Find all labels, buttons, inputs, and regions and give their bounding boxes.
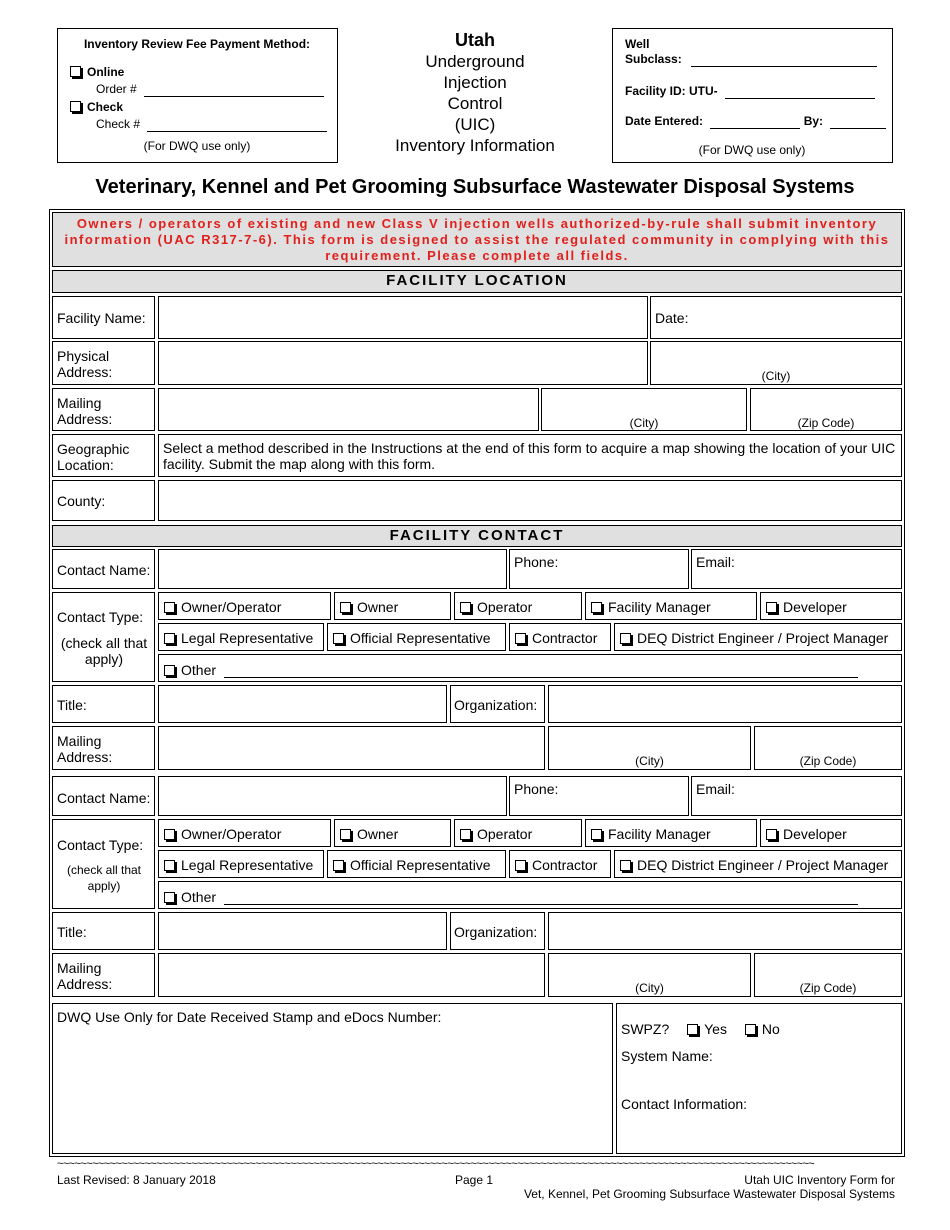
contact1-type-legal-rep[interactable] [158,623,324,651]
form-title: Veterinary, Kennel and Pet Grooming Subsurface Wastewater Disposal Systems [95,176,855,198]
swpz-yes-label: Yes [704,1021,727,1037]
contact1-type-owner[interactable] [334,592,451,620]
contact1-contractor-text: Contractor [532,630,598,646]
contact2-facility-manager-text: Facility Manager [608,826,711,842]
form-name-line-2: Vet, Kennel, Pet Grooming Subsurface Wastewater Disposal Systems [523,1187,895,1201]
contact2-type-contractor[interactable] [509,850,611,878]
program-line-3: Control [447,94,503,113]
order-number-field[interactable] [144,80,324,97]
contact2-email-label: Email: [696,781,735,797]
contact1-deq-engineer-option[interactable] [620,630,888,646]
contact1-title-label-cell [52,685,155,723]
contact2-title-input[interactable] [158,912,447,950]
contact1-owner-option[interactable] [340,599,398,615]
geographic-instructions: Select a method described in the Instructions at the end of this form to acquire a map showing the location of your UIC facility. Submit the map along with this form. [163,440,896,472]
fee-payment-title: Inventory Review Fee Payment Method: [83,37,311,51]
facility-id-field[interactable] [725,82,875,99]
contact2-zip-label: (Zip Code) [799,981,857,995]
contact1-type-operator[interactable] [454,592,582,620]
mailing-address-label: Mailing Address: [57,395,113,427]
contact-information-label: Contact Information: [621,1096,748,1112]
mailing-city-label: (City) [629,416,659,430]
dwq-stamp-area[interactable] [52,1003,613,1154]
check-label: Check [87,100,124,114]
contact2-legal-rep-text: Legal Representative [181,857,314,873]
contact2-facility-manager-checkbox[interactable] [591,829,602,840]
online-option[interactable] [70,64,124,80]
notice-banner [52,212,902,267]
contact1-facility-manager-option[interactable] [591,599,711,615]
contact2-name-input[interactable] [158,776,507,816]
contact1-facility-manager-text: Facility Manager [608,599,711,615]
contact1-zip-input[interactable] [754,726,902,770]
mailing-address-input[interactable] [158,388,539,431]
contact1-mailing-input[interactable] [158,726,545,770]
contact2-official-rep-checkbox[interactable] [333,860,344,871]
contact2-owner-operator-option[interactable] [164,826,281,842]
contact2-type-operator[interactable] [454,819,582,847]
contact2-developer-text: Developer [783,826,847,842]
county-label: County: [57,493,106,509]
facility-name-label: Facility Name: [57,310,146,326]
order-row [96,80,324,97]
contact2-city-input[interactable] [548,953,751,997]
dwq-stamp-label: DWQ Use Only for Date Received Stamp and eDocs Number: [57,1009,442,1025]
contact2-deq-engineer-option[interactable] [620,857,888,873]
check-number-row [96,115,327,132]
swpz-yes-option[interactable] [687,1021,727,1037]
contact2-type-label-cell [52,819,155,909]
facility-id-row [625,82,875,99]
check-checkbox[interactable] [70,101,81,112]
online-label: Online [87,65,125,79]
well-info-box [612,28,893,163]
program-title [372,30,578,156]
check-number-field[interactable] [147,115,327,132]
contact2-type-other[interactable] [158,881,902,909]
contact2-phone-label: Phone: [514,781,559,797]
page-number: Page 1 [455,1173,494,1187]
contact1-other-checkbox[interactable] [164,665,175,676]
dwq-swpz-area [616,1003,902,1154]
contact1-type-facility-manager[interactable] [585,592,757,620]
subclass-label: Subclass: [625,52,682,66]
contact1-type-label-cell [52,592,155,682]
well-note: (For DWQ use only) [698,143,806,157]
physical-city-input[interactable] [650,341,902,385]
check-number-label: Check # [96,117,141,131]
contact1-other-field[interactable] [224,661,858,678]
contact1-developer-text: Developer [783,599,847,615]
mailing-zip-input[interactable] [750,388,902,431]
physical-city-label: (City) [761,369,791,383]
contact1-organization-label: Organization: [454,697,538,713]
contact2-legal-rep-option[interactable] [164,857,313,873]
contact2-developer-option[interactable] [766,826,847,842]
by-field[interactable] [830,112,886,129]
contact1-check-all-label: (check all that apply) [60,635,148,667]
fee-payment-box [57,28,338,163]
program-line-5: Inventory Information [395,136,555,155]
contact1-owner-checkbox[interactable] [340,602,351,613]
contact1-type-contractor[interactable] [509,623,611,651]
contact1-phone-input[interactable] [509,549,689,589]
contact2-official-rep-text: Official Representative [350,857,491,873]
contact2-type-official-rep[interactable] [327,850,506,878]
contact1-type-deq-engineer[interactable] [614,623,902,651]
contact2-operator-option[interactable] [460,826,532,842]
contact1-developer-checkbox[interactable] [766,602,777,613]
well-label: Well [625,37,650,51]
contact2-check-all-label: (check all that apply) [66,863,142,893]
contact1-name-label-cell [52,549,155,589]
contact2-type-owner-operator[interactable] [158,819,331,847]
fee-note: (For DWQ use only) [143,139,251,153]
contact1-official-rep-text: Official Representative [350,630,491,646]
facility-id-label: Facility ID: UTU- [625,84,718,98]
contact2-other-option[interactable] [164,888,858,905]
county-input[interactable] [158,480,902,521]
geographic-instructions-cell [158,434,902,477]
contact1-phone-label: Phone: [514,554,559,570]
contact2-name-label: Contact Name: [57,790,151,806]
contact1-name-label: Contact Name: [57,562,151,578]
contact1-owner-operator-option[interactable] [164,599,281,615]
mailing-address-label-cell [52,388,155,431]
contact2-developer-checkbox[interactable] [766,829,777,840]
date-label: Date: [655,310,689,326]
contact1-owner-text: Owner [357,599,399,615]
contact1-official-rep-option[interactable] [333,630,491,646]
contact2-zip-input[interactable] [754,953,902,997]
contact1-type-label: Contact Type: [57,609,144,625]
by-label: By: [803,114,824,128]
contact2-type-label: Contact Type: [57,837,144,853]
contact1-operator-checkbox[interactable] [460,602,471,613]
contact1-operator-text: Operator [477,599,533,615]
date-cell[interactable] [650,296,902,339]
contact1-deq-engineer-checkbox[interactable] [620,633,631,644]
contact2-owner-option[interactable] [340,826,398,842]
program-line-4: (UIC) [454,115,496,134]
contact2-owner-operator-text: Owner/Operator [181,826,282,842]
contact1-contractor-checkbox[interactable] [515,633,526,644]
facility-location-header: FACILITY LOCATION [52,270,902,293]
contact2-official-rep-option[interactable] [333,857,491,873]
contact1-other-text: Other [181,662,217,678]
contact1-legal-rep-option[interactable] [164,630,313,646]
contact1-email-label: Email: [696,554,735,570]
contact2-other-checkbox[interactable] [164,892,175,903]
contact2-type-deq-engineer[interactable] [614,850,902,878]
subclass-row [625,50,877,67]
contact2-organization-label-cell [450,912,545,950]
contact2-type-facility-manager[interactable] [585,819,757,847]
contact1-organization-input[interactable] [548,685,902,723]
contact2-title-label-cell [52,912,155,950]
contact1-title-label: Title: [57,697,87,713]
date-entered-field[interactable] [710,112,800,129]
contact1-deq-engineer-text: DEQ District Engineer / Project Manager [637,630,889,646]
contact1-type-owner-operator[interactable] [158,592,331,620]
contact1-legal-rep-checkbox[interactable] [164,633,175,644]
swpz-label: SWPZ? [621,1021,670,1037]
geographic-label: Geographic Location: [57,441,130,473]
check-option[interactable] [70,99,123,115]
contact2-mailing-input[interactable] [158,953,545,997]
system-name-label: System Name: [621,1048,713,1064]
physical-address-input[interactable] [158,341,648,385]
contact1-type-official-rep[interactable] [327,623,506,651]
contact2-type-legal-rep[interactable] [158,850,324,878]
notice-text: Owners / operators of existing and new Class V injection wells authorized-by-rule shall submit inventory information (UAC R317-7-6). This form is designed to assist the regulated community in complying with this requirement. Please complete all fields. [64,216,890,263]
state-name: Utah [455,30,495,50]
contact2-owner-text: Owner [357,826,399,842]
contact1-mailing-label: Mailing Address: [57,733,113,765]
last-revised: Last Revised: 8 January 2018 [57,1173,216,1187]
contact2-owner-checkbox[interactable] [340,829,351,840]
contact1-contractor-option[interactable] [515,630,597,646]
contact2-deq-engineer-checkbox[interactable] [620,860,631,871]
contact1-type-developer[interactable] [760,592,902,620]
contact2-title-label: Title: [57,924,87,940]
contact1-facility-manager-checkbox[interactable] [591,602,602,613]
swpz-no-checkbox[interactable] [745,1024,756,1035]
contact2-organization-label: Organization: [454,924,538,940]
facility-name-input[interactable] [158,296,648,339]
contact2-type-developer[interactable] [760,819,902,847]
contact1-zip-label: (Zip Code) [799,754,857,768]
facility-contact-header: FACILITY CONTACT [52,525,902,547]
contact1-city-input[interactable] [548,726,751,770]
contact2-other-text: Other [181,889,217,905]
program-line-2: Injection [443,73,507,92]
online-checkbox[interactable] [70,66,81,77]
county-label-cell [52,480,155,521]
contact1-legal-rep-text: Legal Representative [181,630,314,646]
contact2-deq-engineer-text: DEQ District Engineer / Project Manager [637,857,889,873]
swpz-no-label: No [761,1021,780,1037]
contact1-city-label: (City) [635,754,664,768]
contact2-contractor-checkbox[interactable] [515,860,526,871]
contact1-name-input[interactable] [158,549,507,589]
footer-divider: ~~~~~~~~~~~~~~~~~~~~~~~~~~~~~~~~~~~~~~~~~~~~~~~~~~~~~~~~~~~~~~~~~~~~~~~~~~~~~~~~~~~~~~~~~~~~~~~~~~~~~~~~~~~~~~~~~~~~~~~~~~~~~~~~~~ [57,1158,815,1170]
date-entered-row [625,112,886,129]
contact1-title-input[interactable] [158,685,447,723]
physical-address-label-cell [52,341,155,385]
mailing-city-input[interactable] [541,388,747,431]
swpz-row [621,1021,780,1037]
contact1-email-input[interactable] [691,549,902,589]
order-label: Order # [96,82,137,96]
contact2-contractor-option[interactable] [515,857,597,873]
contact2-type-owner[interactable] [334,819,451,847]
physical-address-label: Physical Address: [57,348,113,380]
program-line-1: Underground [425,52,525,71]
date-entered-label: Date Entered: [625,114,704,128]
contact2-operator-checkbox[interactable] [460,829,471,840]
swpz-yes-checkbox[interactable] [687,1024,698,1035]
contact1-mailing-label-cell [52,726,155,770]
contact1-developer-option[interactable] [766,599,847,615]
contact2-contractor-text: Contractor [532,857,598,873]
contact1-owner-operator-text: Owner/Operator [181,599,282,615]
contact2-name-label-cell [52,776,155,816]
contact1-other-option[interactable] [164,661,858,678]
swpz-no-option[interactable] [745,1021,780,1037]
contact2-operator-text: Operator [477,826,533,842]
contact2-phone-input[interactable] [509,776,689,816]
contact2-city-label: (City) [635,981,664,995]
contact2-other-field[interactable] [224,888,858,905]
mailing-zip-label: (Zip Code) [797,416,855,430]
form-name-footer [480,1173,895,1201]
contact1-organization-label-cell [450,685,545,723]
contact2-organization-input[interactable] [548,912,902,950]
facility-name-label-cell [52,296,155,339]
geographic-label-cell [52,434,155,477]
contact2-facility-manager-option[interactable] [591,826,711,842]
contact2-legal-rep-checkbox[interactable] [164,860,175,871]
contact2-email-input[interactable] [691,776,902,816]
contact1-type-other[interactable] [158,654,902,682]
contact2-owner-operator-checkbox[interactable] [164,829,175,840]
contact2-mailing-label: Mailing Address: [57,960,113,992]
contact1-operator-option[interactable] [460,599,532,615]
form-name-line-1: Utah UIC Inventory Form for [744,1173,895,1187]
contact1-official-rep-checkbox[interactable] [333,633,344,644]
contact2-mailing-label-cell [52,953,155,997]
subclass-field[interactable] [691,50,877,67]
contact1-owner-operator-checkbox[interactable] [164,602,175,613]
